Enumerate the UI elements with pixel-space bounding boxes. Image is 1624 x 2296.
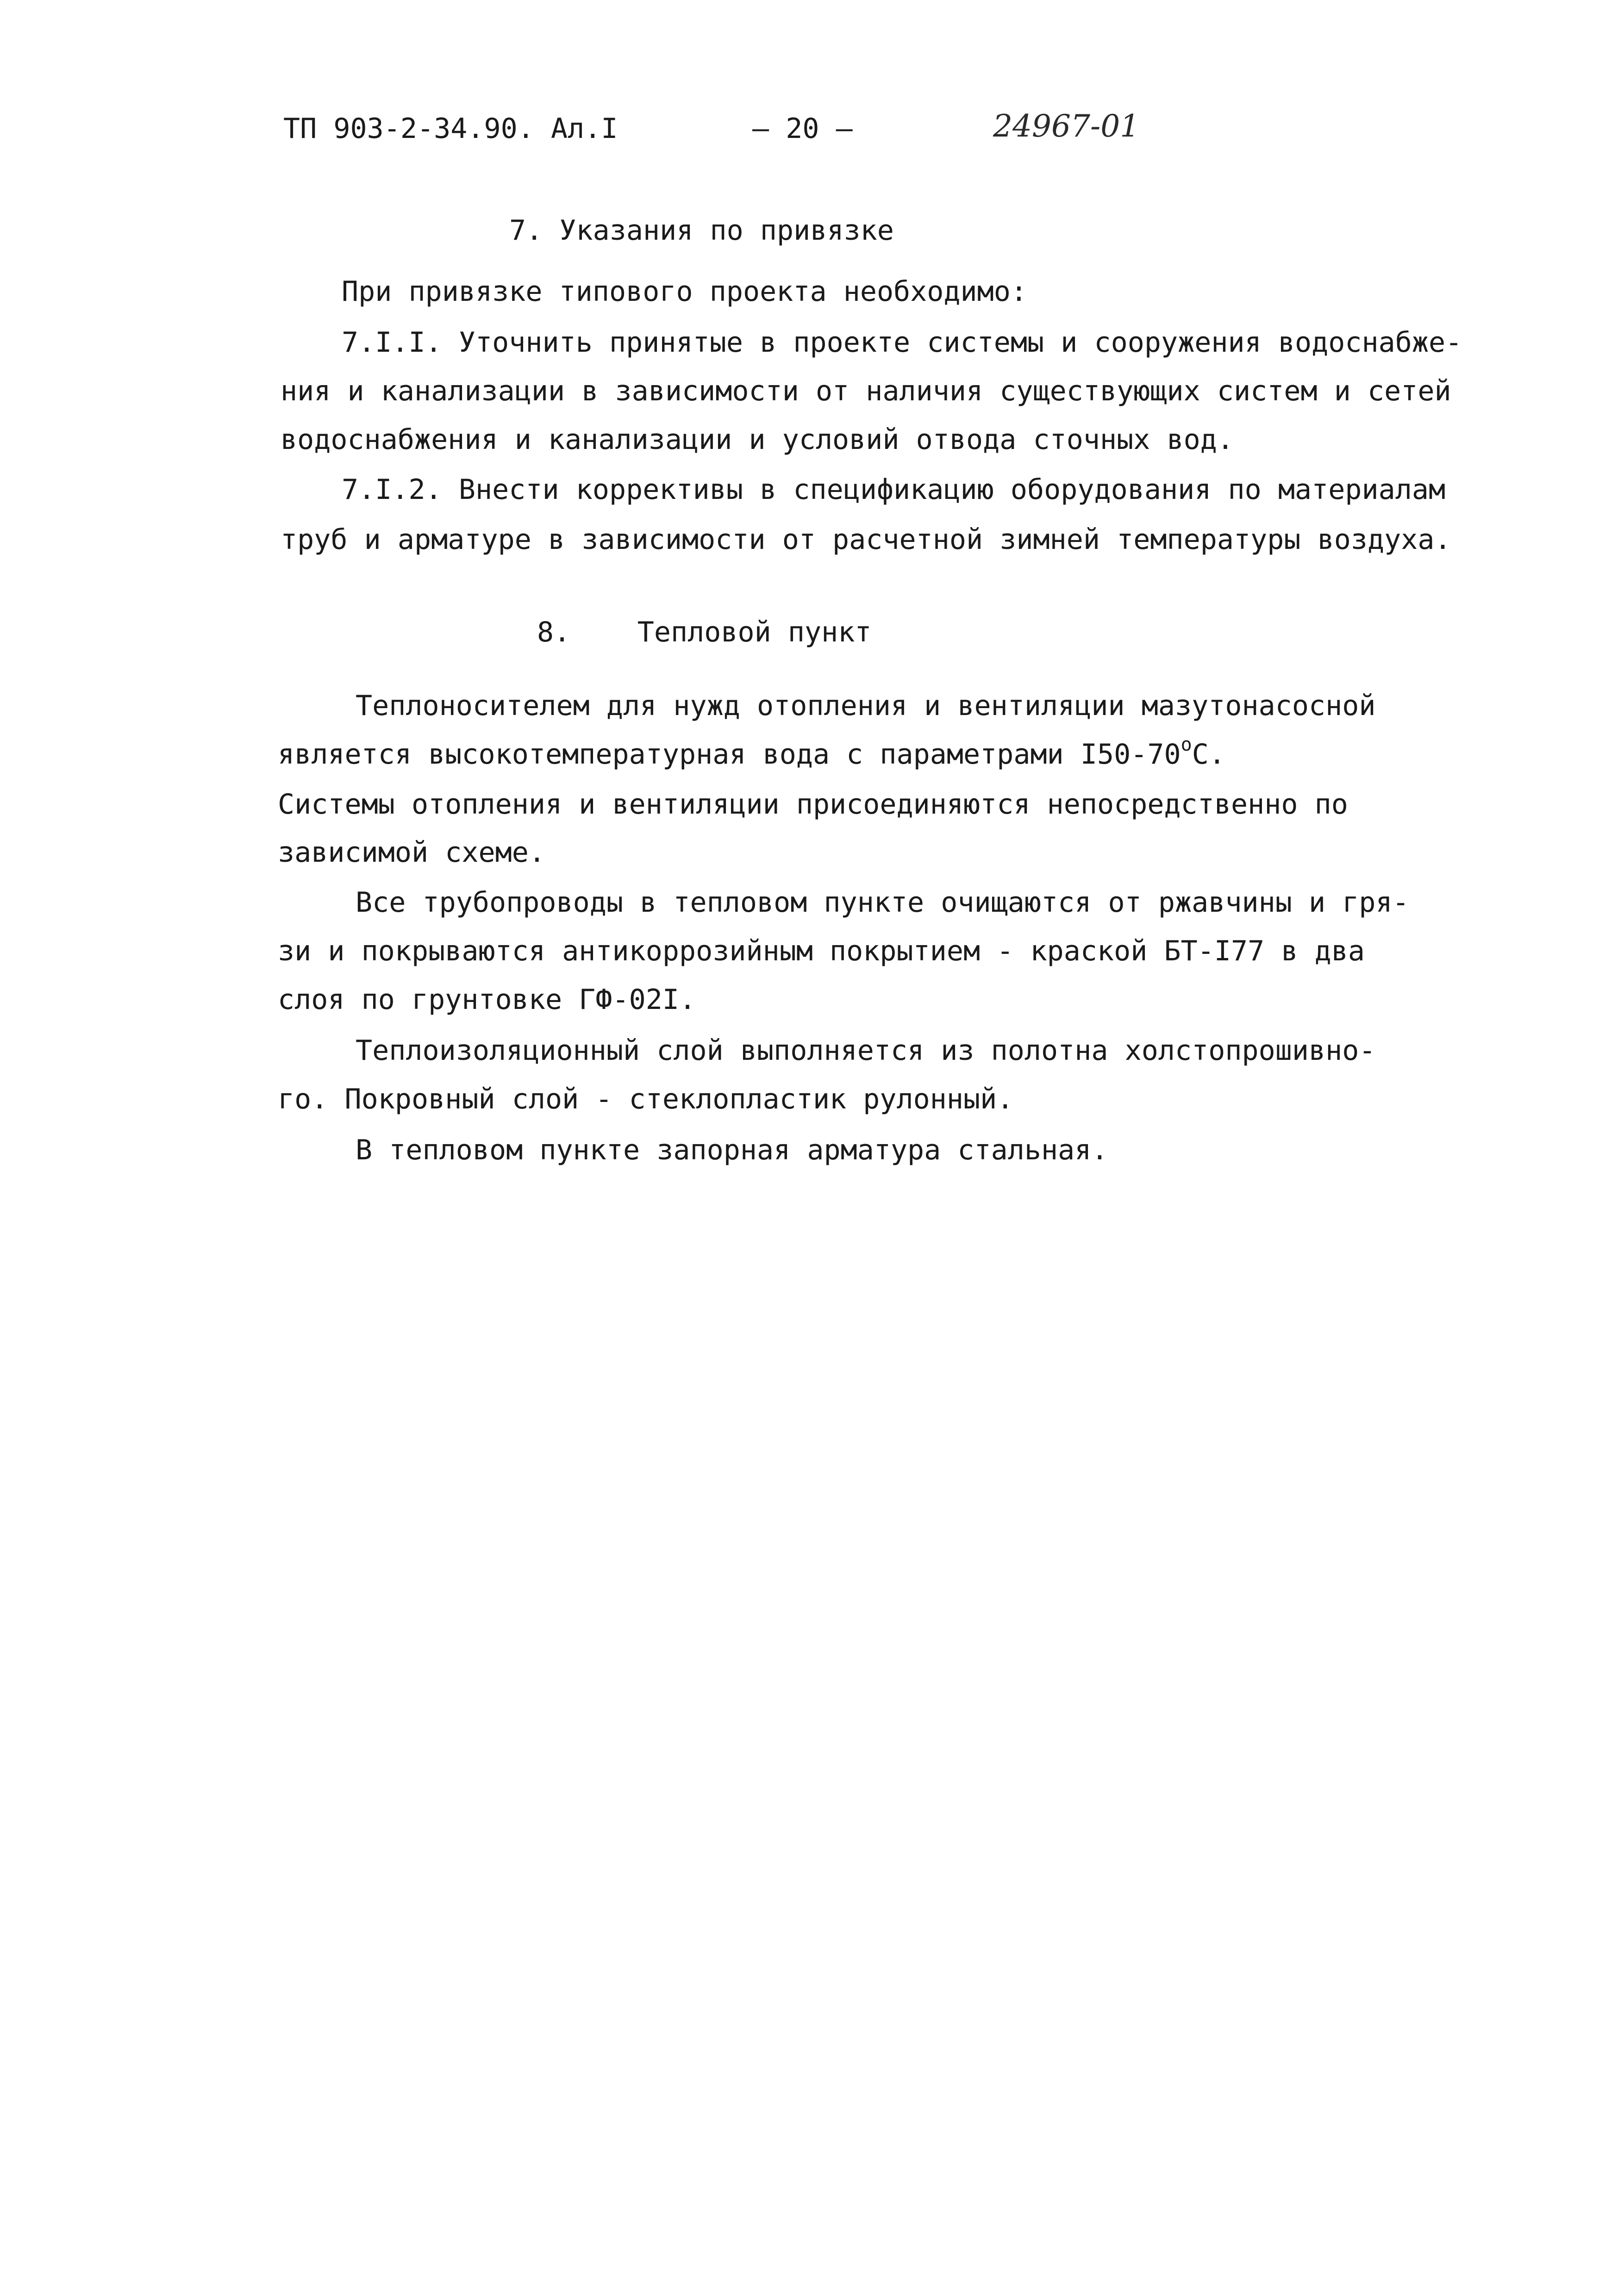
section-8-para-1-line-4: зависимой схеме. — [278, 836, 545, 869]
item-7-1-2-line-2: труб и арматуре в зависимости от расчетной зимней температуры воздуха. — [281, 523, 1451, 556]
section-8-para-1-line-2: является высокотемпературная вода с параметрами $I50-70^оС$. — [278, 734, 1225, 771]
item-7-1-2-line-1: 7.I.2. Внести коррективы в спецификацию оборудования по материалам — [342, 473, 1446, 506]
handwritten-code: 24967-01 — [993, 108, 1140, 144]
degree-superscript: о — [1181, 734, 1192, 755]
section-8-para-1-line-1: Теплоносителем для нужд отопления и вентиляции мазутонасосной — [356, 690, 1376, 722]
section-8-para-2-line-2: зи и покрываются антикоррозийным покрытием - краской БТ-I77 в два — [278, 935, 1365, 967]
page-number: – 20 – — [752, 112, 853, 145]
section-8-para-4: В тепловом пункте запорная арматура стальная. — [356, 1134, 1108, 1166]
section-7-title: 7. Указания по привязке — [509, 214, 894, 247]
document-code: ТП 903-2-34.90. Ал.I — [283, 112, 618, 145]
section-8-para-3-line-2: го. Покровный слой - стеклопластик рулонный. — [278, 1083, 1014, 1115]
section-8-para-1-line-3: Системы отопления и вентиляции присоединяются непосредственно по — [278, 788, 1348, 821]
item-7-1-1-line-1: 7.I.I. Уточнить принятые в проекте системы и сооружения водоснабже- — [342, 326, 1462, 359]
section-8-title: 8. Тепловой пункт — [537, 616, 872, 648]
item-7-1-1-line-2: ния и канализации в зависимости от наличия существующих систем и сетей — [281, 375, 1451, 407]
section-8-para-2-line-1: Все трубопроводы в тепловом пункте очищаются от ржавчины и гря- — [356, 886, 1409, 919]
section-8-para-2-line-3: слоя по грунтовке ГФ-02I. — [278, 983, 696, 1016]
section-7-intro: При привязке типового проекта необходимо: — [342, 275, 1028, 308]
item-7-1-1-line-3: водоснабжения и канализации и условий отвода сточных вод. — [281, 423, 1234, 456]
section-8-para-3-line-1: Теплоизоляционный слой выполняется из полотна холстопрошивно- — [356, 1034, 1376, 1067]
